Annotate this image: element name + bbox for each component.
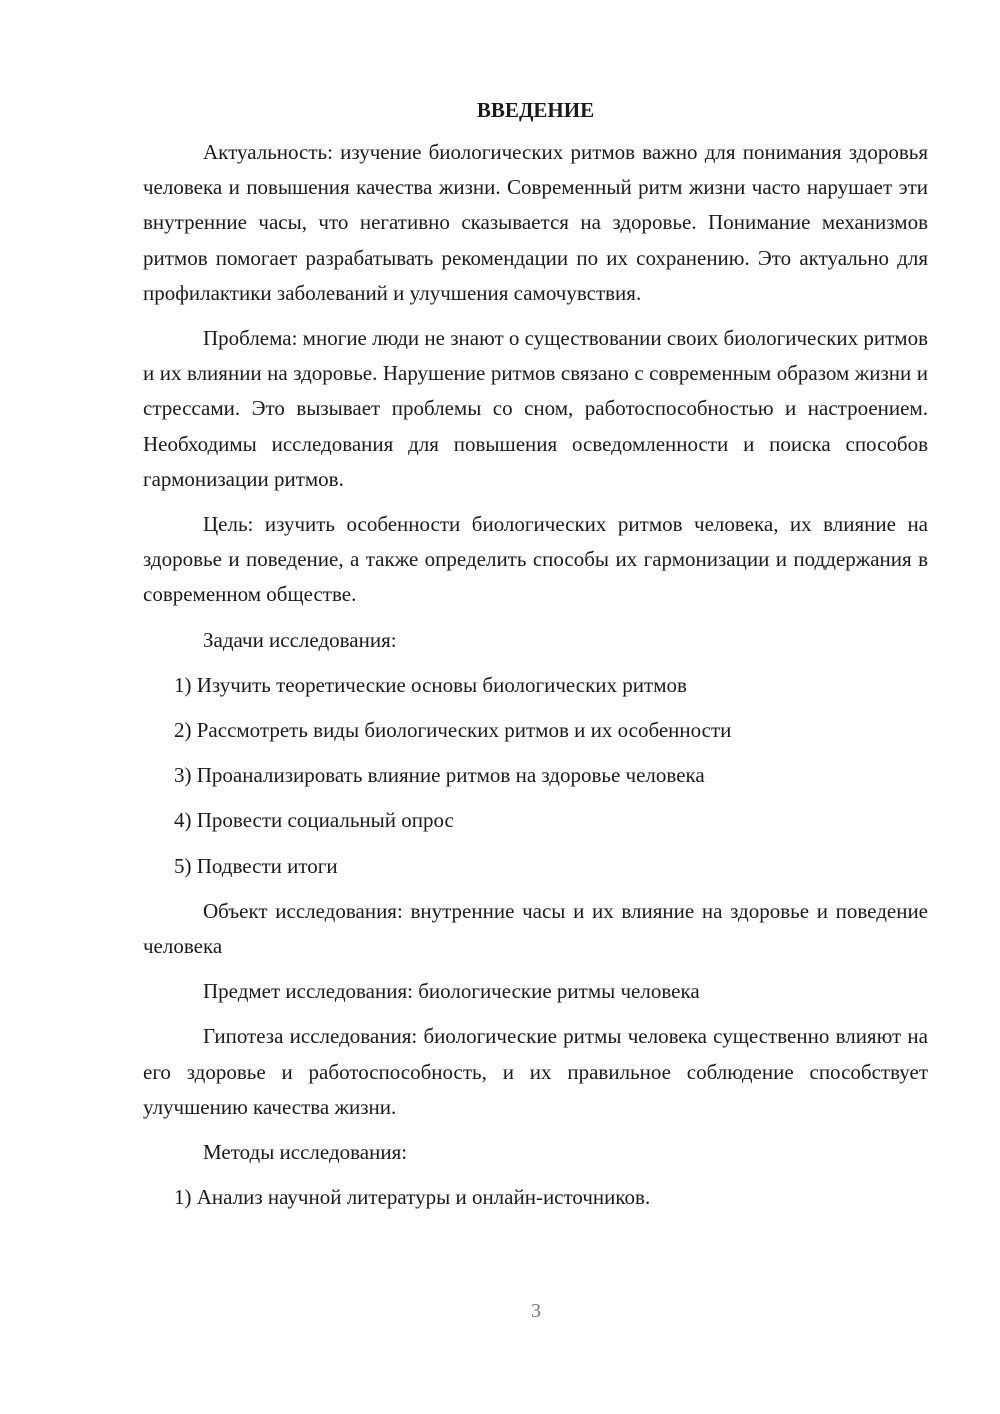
subject-paragraph: Предмет исследования: биологические ритмы человека [203, 979, 700, 1004]
section-title: ВВЕДЕНИЕ [476, 98, 595, 122]
document-page [143, 95, 928, 1225]
tasks-heading: Задачи исследования: [203, 627, 397, 652]
methods-heading: Методы исследования: [203, 1140, 408, 1165]
task-item: 1) Изучить теоретические основы биологических ритмов [174, 672, 687, 697]
task-item: 5) Подвести итоги [174, 853, 338, 878]
page-number: 3 [531, 1300, 541, 1322]
object-paragraph: Объект исследования: внутренние часы и их влияние на здоровье и поведение человека [143, 898, 928, 959]
task-item: 4) Провести социальный опрос [174, 808, 454, 833]
task-item: 2) Рассмотреть виды биологических ритмов и их особенности [174, 718, 732, 743]
hypothesis-paragraph: Гипотеза исследования: биологические ритмы человека существенно влияют на его здоровье и работоспособность, и их правильное соблюдение способствует улучшению качества жизни. [143, 1024, 928, 1119]
method-item: 1) Анализ научной литературы и онлайн-источников. [174, 1185, 651, 1210]
relevance-paragraph: Актуальность: изучение биологических ритмов важно для понимания здоровья человека и повышения качества жизни. Современный ритм жизни часто нарушает эти внутренние часы, что негативно сказывается на здоровье. Понимание механизмов ритмов помогает разрабатывать рекомендации по их сохранению. Это актуально для профилактики заболеваний и улучшения самочувствия. [143, 140, 928, 305]
problem-paragraph: Проблема: многие люди не знают о существовании своих биологических ритмов и их влиянии на здоровье. Нарушение ритмов связано с современным образом жизни и стрессами. Это вызывает проблемы со сном, работоспособностью и настроением. Необходимы исследования для повышения осведомленности и поиска способов гармонизации ритмов. [143, 326, 929, 491]
task-item: 3) Проанализировать влияние ритмов на здоровье человека [174, 763, 705, 788]
goal-paragraph: Цель: изучить особенности биологических ритмов человека, их влияние на здоровье и поведение, а также определить способы их гармонизации и поддержания в современном обществе. [143, 512, 928, 607]
